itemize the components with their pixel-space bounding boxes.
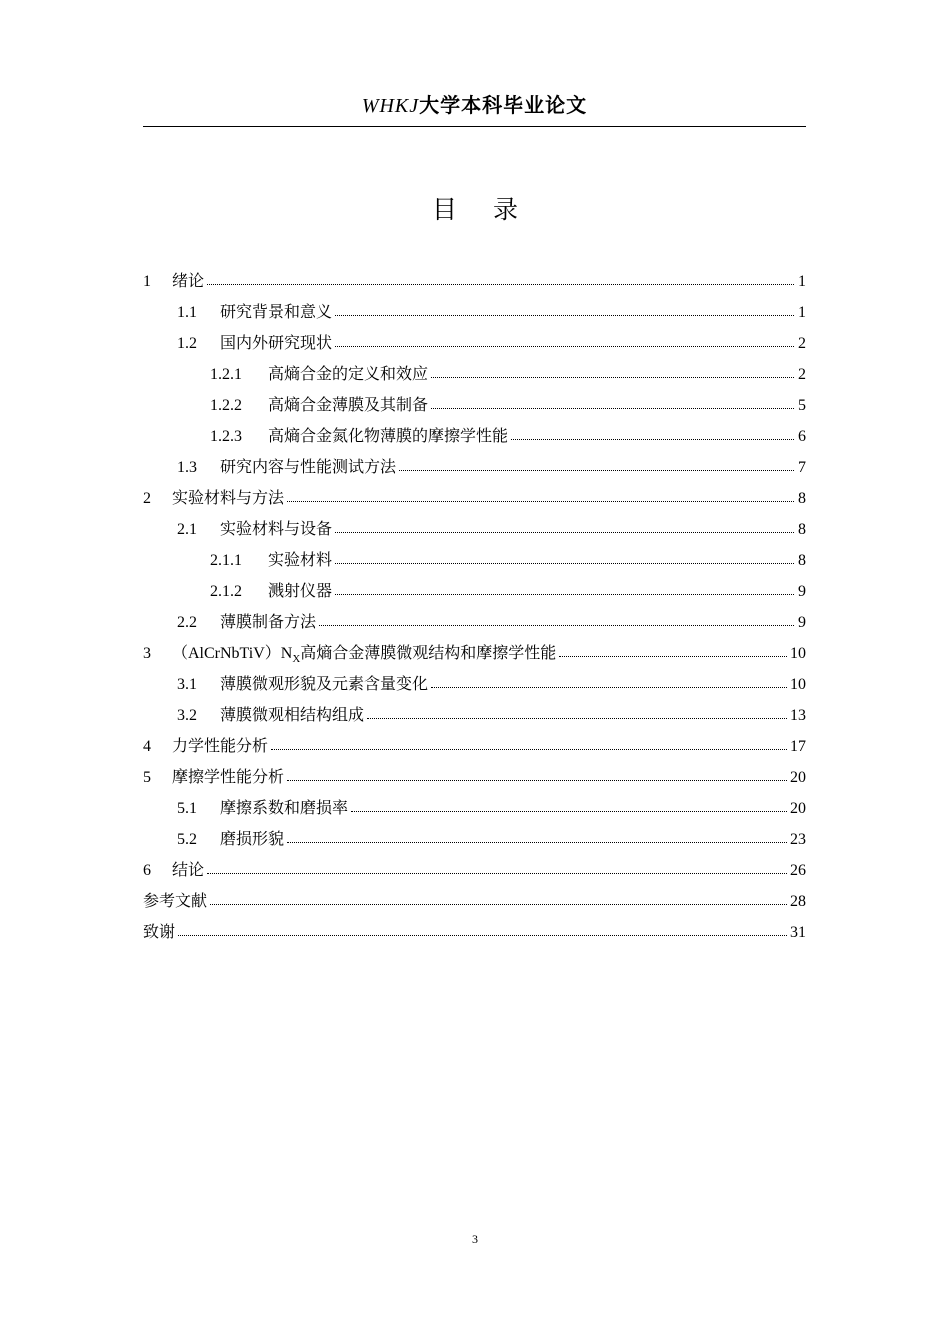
toc-entry-page: 23 bbox=[790, 831, 806, 848]
toc-dot-leader bbox=[511, 420, 794, 440]
toc-dot-leader bbox=[335, 513, 794, 533]
toc-entry-title: 摩擦系数和磨损率 bbox=[220, 798, 349, 817]
toc-entry-page: 2 bbox=[798, 335, 806, 352]
toc-dot-leader bbox=[335, 327, 794, 347]
toc-entry[interactable] bbox=[143, 327, 806, 358]
toc-entry[interactable] bbox=[143, 668, 806, 699]
toc-dot-leader bbox=[335, 544, 794, 564]
toc-entry-page: 8 bbox=[798, 521, 806, 538]
toc-entry-title: 实验材料与设备 bbox=[220, 519, 333, 538]
toc-dot-leader bbox=[287, 823, 787, 843]
running-header bbox=[143, 88, 806, 127]
toc-entry-number: 6 bbox=[143, 862, 151, 879]
toc-entry-number: 2.1.2 bbox=[210, 583, 242, 600]
toc-entry[interactable] bbox=[143, 699, 806, 730]
toc-dot-leader bbox=[399, 451, 794, 471]
toc-entry-title: 研究背景和意义 bbox=[220, 302, 333, 321]
toc-dot-leader bbox=[207, 265, 794, 285]
toc-entry-title: 力学性能分析 bbox=[172, 736, 269, 755]
toc-entry[interactable] bbox=[143, 637, 806, 668]
toc-entry-title: 国内外研究现状 bbox=[220, 333, 333, 352]
toc-entry-number: 5 bbox=[143, 769, 151, 786]
toc-entry-page: 1 bbox=[798, 273, 806, 290]
toc-entry-title: 研究内容与性能测试方法 bbox=[220, 457, 397, 476]
toc-entry-number: 3.2 bbox=[177, 707, 197, 724]
toc-entry-page: 9 bbox=[798, 583, 806, 600]
toc-entry[interactable] bbox=[143, 761, 806, 792]
toc-entry-number: 1 bbox=[143, 273, 151, 290]
toc-dot-leader bbox=[351, 792, 787, 812]
toc-entry-title-suffix: 高熵合金薄膜微观结构和摩擦学性能 bbox=[300, 643, 557, 662]
toc-title: 目 录 bbox=[432, 195, 532, 224]
toc-entry-title: 高熵合金的定义和效应 bbox=[268, 364, 429, 383]
toc-entry-number: 2.2 bbox=[177, 614, 197, 631]
toc-entry-page: 13 bbox=[790, 707, 806, 724]
toc-entry-number: 2.1.1 bbox=[210, 552, 242, 569]
toc-entry-number: 1.3 bbox=[177, 459, 197, 476]
toc-entry-title: 实验材料与方法 bbox=[172, 488, 285, 507]
toc-dot-leader bbox=[431, 668, 787, 688]
toc-entry-number: 2.1 bbox=[177, 521, 197, 538]
toc-entry-title: 薄膜微观相结构组成 bbox=[220, 705, 365, 724]
toc-entry-number: 1.2 bbox=[177, 335, 197, 352]
toc-entry-page: 8 bbox=[798, 552, 806, 569]
toc-entry[interactable] bbox=[143, 513, 806, 544]
toc-dot-leader bbox=[431, 358, 794, 378]
toc-entry-title: 溅射仪器 bbox=[268, 581, 333, 600]
toc-entry-number: 4 bbox=[143, 738, 151, 755]
toc-dot-leader bbox=[178, 916, 787, 936]
toc-entry-number: 3.1 bbox=[177, 676, 197, 693]
toc-entry-page: 10 bbox=[790, 676, 806, 693]
toc-entry[interactable] bbox=[143, 916, 806, 947]
toc-entry-title: 薄膜微观形貌及元素含量变化 bbox=[220, 674, 429, 693]
toc-entry-page: 5 bbox=[798, 397, 806, 414]
page-number: 3 bbox=[472, 1232, 478, 1246]
toc-entry-number: 3 bbox=[143, 645, 151, 662]
toc-entry-number: 5.1 bbox=[177, 800, 197, 817]
toc-dot-leader bbox=[271, 730, 787, 750]
toc-entry[interactable] bbox=[143, 885, 806, 916]
toc-entry-number: 1.2.1 bbox=[210, 366, 242, 383]
toc-entry[interactable] bbox=[143, 730, 806, 761]
toc-entry[interactable] bbox=[143, 389, 806, 420]
toc-entry[interactable] bbox=[143, 451, 806, 482]
toc-entry[interactable] bbox=[143, 823, 806, 854]
toc-entry-title-prefix: （AlCrNbTiV）N bbox=[172, 645, 293, 662]
toc-entry-page: 10 bbox=[790, 645, 806, 662]
toc-entry-page: 20 bbox=[790, 800, 806, 817]
toc-entry-title: 高熵合金氮化物薄膜的摩擦学性能 bbox=[268, 426, 509, 445]
toc-entry-title: 高熵合金薄膜及其制备 bbox=[268, 395, 429, 414]
toc-entry-title: 实验材料 bbox=[268, 550, 333, 569]
toc-entry-title: 绪论 bbox=[172, 271, 205, 290]
toc-entry[interactable] bbox=[143, 420, 806, 451]
toc-entry-title: 致谢 bbox=[143, 922, 176, 941]
toc-entry-page: 1 bbox=[798, 304, 806, 321]
toc-entry[interactable] bbox=[143, 265, 806, 296]
toc-entry[interactable] bbox=[143, 854, 806, 885]
table-of-contents bbox=[143, 265, 806, 947]
toc-entry-page: 26 bbox=[790, 862, 806, 879]
toc-dot-leader bbox=[335, 575, 794, 595]
toc-entry-title-subscript: X bbox=[292, 653, 301, 666]
toc-entry[interactable] bbox=[143, 296, 806, 327]
toc-entry-page: 8 bbox=[798, 490, 806, 507]
header-cjk: 大学本科毕业论文 bbox=[419, 93, 588, 117]
toc-entry[interactable] bbox=[143, 792, 806, 823]
toc-dot-leader bbox=[559, 637, 787, 657]
toc-dot-leader bbox=[287, 761, 787, 781]
toc-entry-page: 31 bbox=[790, 924, 806, 941]
toc-dot-leader bbox=[287, 482, 794, 502]
toc-entry-number: 2 bbox=[143, 490, 151, 507]
toc-entry[interactable] bbox=[143, 544, 806, 575]
toc-entry-number: 1.2.3 bbox=[210, 428, 242, 445]
toc-entry[interactable] bbox=[143, 358, 806, 389]
toc-entry-number: 1.2.2 bbox=[210, 397, 242, 414]
toc-dot-leader bbox=[335, 296, 794, 316]
toc-entry-page: 17 bbox=[790, 738, 806, 755]
toc-entry-title: 磨损形貌 bbox=[220, 829, 285, 848]
toc-entry-title: 结论 bbox=[172, 860, 205, 879]
toc-entry[interactable] bbox=[143, 606, 806, 637]
toc-entry-number: 5.2 bbox=[177, 831, 197, 848]
toc-entry-page: 28 bbox=[790, 893, 806, 910]
toc-entry-page: 6 bbox=[798, 428, 806, 445]
header-title bbox=[362, 88, 587, 123]
toc-dot-leader bbox=[431, 389, 794, 409]
toc-entry-page: 7 bbox=[798, 459, 806, 476]
toc-dot-leader bbox=[210, 885, 787, 905]
toc-dot-leader bbox=[319, 606, 794, 626]
toc-entry-title: 薄膜制备方法 bbox=[220, 612, 317, 631]
toc-entry-page: 2 bbox=[798, 366, 806, 383]
toc-entry-page: 9 bbox=[798, 614, 806, 631]
toc-entry-page: 20 bbox=[790, 769, 806, 786]
header-latin: WHKJ bbox=[361, 95, 420, 117]
toc-entry-title: 摩擦学性能分析 bbox=[172, 767, 285, 786]
toc-entry-title: 参考文献 bbox=[143, 891, 208, 910]
toc-entry-number: 1.1 bbox=[177, 304, 197, 321]
toc-dot-leader bbox=[367, 699, 787, 719]
toc-entry[interactable] bbox=[143, 575, 806, 606]
toc-entry[interactable] bbox=[143, 482, 806, 513]
toc-dot-leader bbox=[207, 854, 787, 874]
